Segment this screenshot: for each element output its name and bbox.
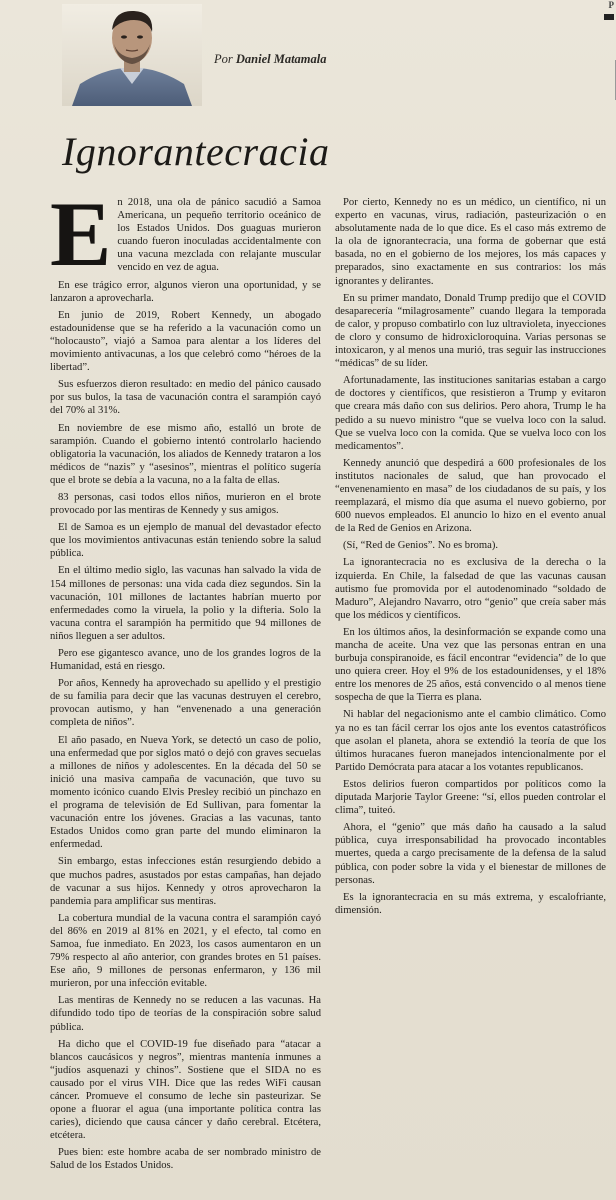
drop-cap: E [50, 183, 112, 285]
article-paragraph: El año pasado, en Nueva York, se detectó un caso de polio, una enfermedad que por siglos mató o dejó con graves secuelas a millones de niños y adolescentes. En la década del 50 se inició una masiva campaña de vacunación, que tuvo su momento icónico cuando Elvis Presley recibió un pinchazo en el programa de televisión de Ed Sullivan, para fomentar la vacunación entre los jóvenes. Gracias a las vacunas, tanto Estados Unidos como gran parte del mundo eliminaron la enfermedad. [50, 734, 321, 851]
article-paragraph: Es la ignorantecracia en su más extrema, y escalofriante, dimensión. [335, 891, 606, 916]
article-body [50, 183, 606, 1196]
article-paragraph: La cobertura mundial de la vacuna contra el sarampión cayó del 86% en 2019 al 81% en 2021, y el efecto, tal como en Samoa, fue inmediato. En 2023, los casos aumentaron en un 79% respecto al año anterior, con grandes brotes en 51 países. Ese año, 9 millones de personas enfermaron, y 136 mil murieron, por una infección evitable. [50, 912, 321, 990]
article-paragraph: En los últimos años, la desinformación se expande como una mancha de aceite. Una vez que las personas entran en una burbuja conspiranoide, es fácil encontrar “evidencia” de lo que uno quiera creer. Hoy el 9% de los estadounidenses, y el 18% entre los menores de 25 años, está convencido o al menos tiene sospecha de que la Tierra es plana. [335, 626, 606, 704]
author-portrait-icon [62, 4, 202, 106]
article-paragraph: Kennedy anunció que despedirá a 600 profesionales de los institutos nacionales de salud, que han provocado el “envenenamiento en masa” de los ciudadanos de su país, y los reemplazará, el mismo día que asuma el nuevo gobierno, por 600 nuevos empleados. El anuncio lo hizo en el evento anual de la Red de Genios en Arizona. [335, 457, 606, 535]
article-paragraph: 83 personas, casi todos ellos niños, murieron en el brote provocado por las mentiras de Kennedy y sus amigos. [50, 491, 321, 517]
right-edge-border [611, 60, 616, 100]
article-paragraph: Pues bien: este hombre acaba de ser nombrado ministro de Salud de los Estados Unidos. [50, 1147, 321, 1172]
article-paragraph: En el último medio siglo, las vacunas han salvado la vida de 154 millones de personas: una vida cada diez segundos. Sin la vacunación, 101 millones de lactantes habrían muerto por enfermedades como la viruela, la polio y la difteria. Solo la vacuna contra el sarampión ha permitido que 94 millones de niños lleguen a ser adultos. [50, 565, 321, 642]
article-paragraph: La ignorantecracia no es exclusiva de la derecha o la izquierda. En Chile, la falsedad de que las vacunas causan autismo fue promovida por el autodenominado “soldado de Maduro”, Alejandro Navarro, otro “genio” que creía saber más que los médicos y científicos. [335, 557, 606, 621]
article-paragraph: En ese trágico error, algunos vieron una oportunidad, y se lanzaron a aprovecharla. [50, 279, 321, 304]
article-paragraph: (Sí, “Red de Genios”. No es broma). [343, 540, 499, 552]
article-paragraph: En noviembre de ese mismo año, estalló un brote de sarampión. Cuando el gobierno intentó controlarlo haciendo obligatoria la vacunación, los aliados de Kennedy trataron a los médicos de “nazis” y “asesinos”, mientras el político sugería que el brote se debía a la vacuna, no a la falta de ellas. [50, 422, 321, 486]
article-paragraph: Pero ese gigantesco avance, uno de los grandes logros de la Humanidad, está en riesgo. [50, 648, 321, 673]
right-edge-mark [604, 14, 614, 20]
article-paragraph: Por cierto, Kennedy no es un médico, un científico, ni un experto en vacunas, virus, radiación, pasteurización o en absolutamente nada de lo que dice. Es el caso más extremo de la ola de ignorantecracia, una forma de gobernar que está basada, no en el gobierno de los mejores, los más capaces y preparados, sino exactamente en sus contrarios: los más ignorantes y delirantes. [335, 197, 606, 287]
article-paragraph: Sin embargo, estas infecciones están resurgiendo debido a que muchos padres, asustados por estas campañas, han dejado de vacunar a sus hijos. Kennedy y otros aprovecharon la pandemia para amplificar sus mentiras. [50, 856, 321, 907]
page-corner-label: P [608, 0, 614, 10]
author-name: Daniel Matamala [235, 52, 327, 66]
byline [214, 52, 327, 67]
article-paragraph: En junio de 2019, Robert Kennedy, un abogado estadounidense que se ha referido a la vacunación como un “holocausto”, viajó a Samoa para alentar a los líderes del movimiento antivacunas, a los que celebró como “héroes de la libertad”. [50, 309, 321, 374]
article-paragraph: El de Samoa es un ejemplo de manual del devastador efecto que los movimientos antivacunas están teniendo sobre la salud pública. [50, 522, 321, 560]
article-paragraph: Ha dicho que el COVID-19 fue diseñado para “atacar a blancos caucásicos y negros”, mientras mantenía inmunes a “judíos asquenazi y chinos”. Sostiene que el SIDA no es causado por el virus VIH. Dice que las redes WiFi causan cáncer. Promueve el consumo de leche sin pasteurizar. Se opone a fluorar el agua (una importante política contra las caries), diciendo que causa cáncer y daño cerebral. Etcétera, etcétera. [50, 1038, 321, 1142]
article-title: Ignorantecracia [62, 129, 330, 174]
article-paragraph: Ni hablar del negacionismo ante el cambio climático. Como ya no es tan fácil cerrar los ojos ante los eventos catastróficos que asolan el planeta, ahora se extendió la teoría de que los últimos huracanes fueron manejados intencionalmente por el Partido Demócrata para atacar a los votantes republicanos. [335, 709, 606, 773]
article-paragraph: Las mentiras de Kennedy no se reducen a las vacunas. Ha difundido todo tipo de teorías de la conspiración sobre salud pública. [50, 995, 321, 1033]
article-paragraph: Afortunadamente, las instituciones sanitarias estaban a cargo de doctores y científicos, que resistieron a Trump y evitaron que creara más daño con sus delirios. Pero ahora, Trump le ha pedido a su nuevo ministro “que se vuelva loco con la salud. Que se vuelva loco con la comida. Que se vuelva loco con los medicamentos”. [335, 375, 606, 452]
article-paragraph: En su primer mandato, Donald Trump predijo que el COVID desaparecería “milagrosamente” cuando llegara la temporada de calor, y propuso combatirlo con luz ultravioleta, inyecciones de cloro y consumo de hidroxicloroquina. Varias personas se intoxicaron, y al menos una murió, tras seguir las instrucciones “médicas” de su líder. [335, 292, 606, 370]
byline-prefix: Por [214, 52, 236, 66]
article-paragraph: Sus esfuerzos dieron resultado: en medio del pánico causado por sus bulos, la tasa de vacunación contra el sarampión cayó del 70% al 31%. [50, 379, 321, 417]
article-paragraph: Por años, Kennedy ha aprovechado su apellido y el prestigio de su familia para decir que las vacunas destruyen el cerebro, provocan autismo, y han “envenenado a una generación completa de niños”. [50, 678, 321, 729]
article-paragraph: En 2018, una ola de pánico sacudió a Samoa Americana, un pequeño territorio oceánico de los Estados Unidos. Dos guaguas murieron cuando fueron inoculadas accidentalmente con una vacuna mezclada con relajante muscular vencido en vez de agua. [50, 183, 321, 285]
article-paragraph: Ahora, el “genio” que más daño ha causado a la salud pública, cuya irresponsabilidad ha provocado incontables muertes, queda a cargo precisamente de la defensa de la salud pública, con poder sobre la vida y el bienestar de millones de personas. [335, 822, 606, 886]
article-paragraph: Estos delirios fueron compartidos por políticos como la diputada Marjorie Taylor Greene: “sí, ellos pueden controlar el clima”, tuiteó. [335, 778, 606, 817]
author-photo [62, 4, 202, 106]
